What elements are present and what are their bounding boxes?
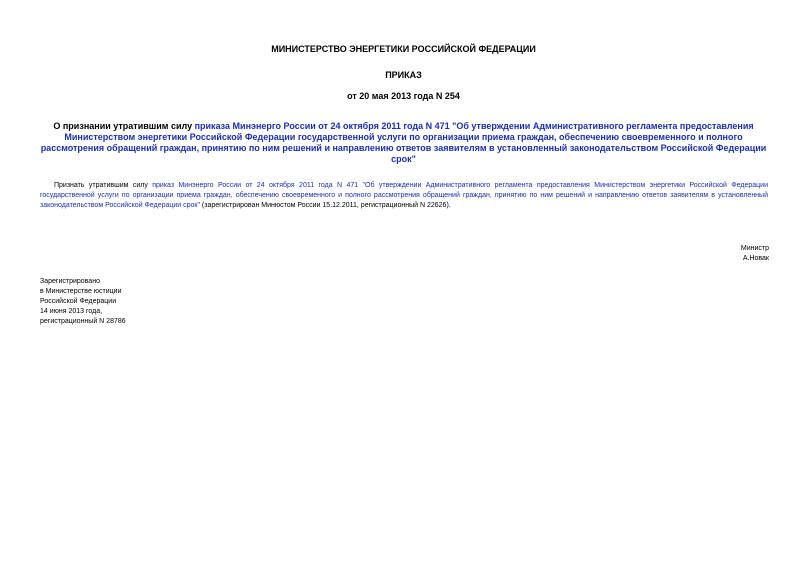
signature-block xyxy=(741,244,769,264)
body-prefix: Признать утратившим силу xyxy=(54,182,153,189)
document-type-heading: ПРИКАЗ xyxy=(385,70,422,80)
registration-line-5: регистрационный N 28786 xyxy=(40,318,126,325)
ministry-heading: МИНИСТЕРСТВО ЭНЕРГЕТИКИ РОССИЙСКОЙ ФЕДЕРАЦИИ xyxy=(271,44,536,54)
signer-position: Министр xyxy=(740,245,769,252)
registration-line-2: в Министерстве юстиции xyxy=(40,288,122,295)
body-order-link[interactable]: приказ Минэнерго России от 24 октября 2011 года N 471 "Об утверждении Административного регламента предоставления Министерством энергетики Российской Федерации государственной услуги по организации приема граждан, обеспечению своевременного и полного рассмотрения обращений граждан, принятию по ним решений и направлению ответов заявителям в установленный законодательством Российской Федерации срок" xyxy=(40,182,768,209)
registration-line-1: Зарегистрировано xyxy=(40,278,100,285)
registration-line-4: 14 июня 2013 года, xyxy=(40,308,103,315)
document-date-number: от 20 мая 2013 года N 254 xyxy=(347,91,460,101)
document-title xyxy=(40,121,767,165)
registration-line-3: Российской Федерации xyxy=(40,298,117,305)
title-order-link[interactable]: приказа Минэнерго России от 24 октября 2011 года N 471 "Об утверждении Административного регламента предоставления Министерством энергетики Российской Федерации государственной услуги по организации приема граждан, обеспечению своевременного и полного рассмотрения обращений граждан, принятию по ним решений и направлению ответов заявителям в установленный законодательством Российской Федерации срок" xyxy=(40,121,767,164)
body-suffix: (зарегистрирован Минюстом России 15.12.2011, регистрационный N 22626). xyxy=(199,202,451,209)
title-prefix: О признании утратившим силу xyxy=(53,121,195,131)
signer-name: А.Новак xyxy=(742,255,769,262)
registration-block xyxy=(40,277,126,327)
document-body-paragraph xyxy=(40,181,768,211)
